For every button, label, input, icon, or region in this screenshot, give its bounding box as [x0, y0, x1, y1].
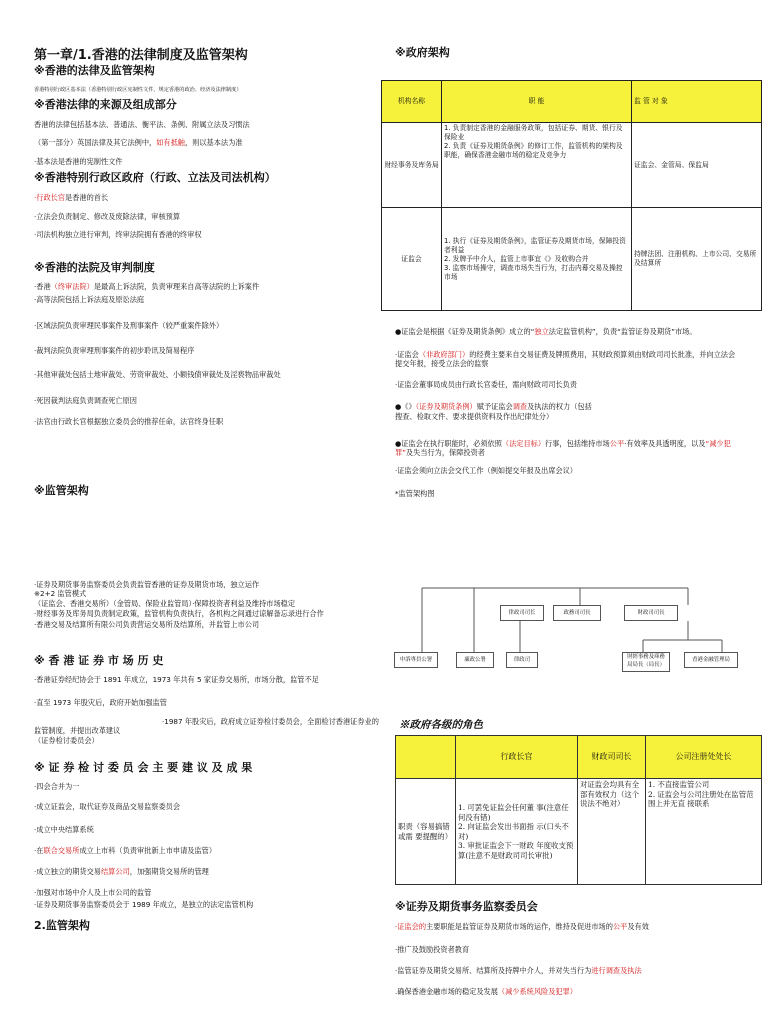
section-heading: ※香港特别行政区政府（行政、立法及司法机构） [34, 171, 276, 184]
text-line: ·行政长官是香港的首长 [34, 193, 109, 202]
table-row [396, 779, 762, 885]
text-line: ·成立证监会，取代证券及商品交易监察委员会 [34, 802, 181, 811]
text-line: ·推广及鼓励投资者教育 [395, 945, 470, 954]
table-cell: 职责（容易搞错或需 要提醒的） [396, 779, 456, 885]
text-line: ·香港证券经纪协会于 1891 年成立，1973 年共有 5 家证券交易所，市场分散，监管不足 [34, 675, 319, 684]
table-header-cell: 公司注册处处长 [646, 736, 762, 779]
section-heading: ※香港法律的来源及组成部分 [34, 98, 177, 111]
table-header-row [382, 81, 762, 123]
text-line: ·成立中央结算系统 [34, 825, 94, 834]
text-line: ·基本法是香港的宪制性文件 [34, 157, 123, 166]
section-heading: ※证券及期货事务监察委员会 [395, 900, 538, 913]
section-heading: 2.监管架构 [34, 919, 90, 932]
section-heading: ※ 香 港 证 券 市 场 历 史 [34, 654, 164, 667]
text-line: ·区域法院负责审理民事案件及刑事案件（较严重案件除外） [34, 321, 224, 330]
text-line: （证券检讨委员会） [34, 736, 99, 745]
section-heading: ※香港的法院及审判制度 [34, 261, 155, 274]
text-line: （第一部分）英国法律及其它法例中，如有抵触，则以基本法为准 [34, 138, 243, 147]
roles-table [395, 735, 762, 885]
table-cell: 1. 执行《证券及期货条例》，监管证券及期货市场，保障投资者利益 2. 发牌予中介人，监管上市事宜《》及收购合并 3. 监察市场操守，调查市场失当行为，打击内幕交易及操控市场 [442, 208, 632, 311]
table-cell: 财经事务及库务局 [382, 123, 442, 208]
section-heading: ※香港的法律及监管架构 [34, 64, 155, 77]
text-line: ·立法会负责制定、修改及废除法律，审核预算 [34, 212, 181, 221]
text-line: ·证券及期货事务监察委员会于 1989 年成立，是独立的法定监管机构 [34, 900, 254, 909]
table-cell: 1. 可罢免证监会任何董 事(注意任何没有错) 2. 向证监会发出书面指 示(口头不对) 3. 审批证监会下一财政 年度收支预算(注意不是财政司司长审批) [456, 779, 578, 885]
section-heading: ※政府各级的角色 [399, 719, 483, 731]
table-cell: 1. 不直接监管公司 2. 证监会与公司注册处在监管范围上并无直 接联系 [646, 779, 762, 885]
text-block: ·证监会（非政府部门）的经费主要来自交易征费及牌照费用，其财政预算须由财政司司长批准，并向立法会提交年报，接受立法会的监察 [395, 350, 736, 368]
org-node: 香港金融管理局 [684, 652, 738, 668]
table-header-cell: 监 管 对 象 [632, 81, 762, 123]
table-header-row [396, 736, 762, 779]
text-line: 搜查、检取文件、要求提供资料及作出纪律处分） [395, 412, 554, 421]
text-line: ●证监会是根据《证券及期货条例》成立的“独立法定监管机构”，负责“监管证券及期货”市场。 [395, 327, 697, 336]
text-line: ·证监会董事局成员由行政长官委任，需向财政司司长负责 [395, 380, 577, 389]
org-node: 財經事務及庫務 局局長（局長） [622, 652, 670, 672]
text-line: .确保香港金融市场的稳定及发展（减少系统风险及犯罪） [395, 987, 577, 996]
text-line: 香港特别行政区基本法（香港特别行政区宪制性文件，规定香港的政治、经济及法律制度） [34, 87, 242, 93]
table-row [382, 123, 762, 208]
table-header-cell: 行政长官 [456, 736, 578, 779]
table-cell: 证监会 [382, 208, 442, 311]
text-line: ·裁判法院负责审理刑事案件的初步聆讯及简易程序 [34, 346, 195, 355]
text-line: ●《》（证券及期货条例）赋予证监会调查及执法的权力（包括 [395, 402, 592, 411]
table-cell: 1. 负责制定香港的金融服务政策，包括证券、期货、银行及保险业 2. 负责《证券及期货条例》的修订工作，监管机构的架构及职能，确保香港金融市场的稳定及竞争力 [442, 123, 632, 208]
org-chart [388, 580, 760, 676]
text-line: （证监会、香港交易所）（金管局、保险业监管局）·保障投资者利益及维持市场稳定 [34, 599, 296, 608]
text-line: ·其他审裁处包括土地审裁处、劳资审裁处、小额钱债审裁处及淫亵物品审裁处 [34, 370, 281, 379]
text-line: ·成立独立的期货交易结算公司，加强期货交易所的管理 [34, 867, 209, 876]
table-header-cell: 机构名称 [382, 81, 442, 123]
text-line: ·在联合交易所成立上市科（负责审批新上市申请及监管） [34, 846, 217, 855]
text-line: ·证监会的主要职能是监管证券及期货市场的运作，维持及促进市场的公平及有效 [395, 922, 649, 931]
text-block: ●证监会在执行职能时，必须依照（法定目标）行事，包括维持市场公平·有效率及具透明度，以及“减少犯罪”及失当行为，保障投资者 [395, 439, 731, 457]
text-line: ·加强对市场中介人及上市公司的监管 [34, 888, 152, 897]
text-line: ·1987 年股灾后，政府成立证券检讨委员会，全面检讨香港证券业的监管制度，并提出改革建议 [34, 717, 379, 735]
text-line: ·高等法院包括上诉法庭及原讼法庭 [34, 295, 145, 304]
text-line: ※2+2 监管模式 [34, 589, 87, 598]
text-line: ·财经事务及库务局负责制定政策，监管机构负责执行，各机构之间通过谅解备忘录进行合作 [34, 609, 324, 618]
table-row [382, 208, 762, 311]
text-line: ·香港交易及结算所有限公司负责营运交易所及结算所，并监管上市公司 [34, 620, 260, 629]
text-line: ·司法机构独立进行审判，终审法院拥有香港的终审权 [34, 230, 202, 239]
page-title: 第一章/1.香港的法律制度及监管架构 [34, 48, 248, 63]
table-header-cell [396, 736, 456, 779]
org-node: 律政司司长 [500, 605, 544, 621]
text-line: ·证券及期货事务监察委员会负责监管香港的证券及期货市场，独立运作 [34, 580, 260, 589]
table-header-cell: 财政司司长 [578, 736, 646, 779]
table-cell: 证监会、金管局、保监局 [632, 123, 762, 208]
org-node: 律政司 [506, 652, 538, 668]
org-node: 財政司司長 [624, 605, 678, 621]
regulator-table [381, 80, 762, 311]
org-node: 政務司司長 [553, 605, 601, 621]
text-line: ·四会合并为一 [34, 782, 80, 791]
table-cell: 持牌法团、注册机构、上市公司、交易所及结算所 [632, 208, 762, 311]
text-line: *监管架构图 [395, 489, 435, 498]
org-node: 廉政公署 [456, 652, 494, 668]
section-heading: ※监管架构 [34, 484, 89, 497]
text-line: ·监管证券及期货交易所、结算所及持牌中介人，并对失当行为进行调查及执法 [395, 966, 642, 975]
text-line: ·死因裁判法庭负责调查死亡原因 [34, 396, 137, 405]
org-node: 申訴專員公署 [394, 652, 438, 668]
text-line: ·法官由行政长官根据独立委员会的推荐任命，法官终身任职 [34, 417, 224, 426]
text-line: ·香港（终审法院）是最高上诉法院，负责审理来自高等法院的上诉案件 [34, 282, 260, 291]
table-cell: 对证监会均具有全 部有效权力（这个说法不绝对） [578, 779, 646, 885]
section-heading: ※政府架构 [395, 46, 450, 59]
text-line: 香港的法律包括基本法、普通法、衡平法、条例、附属立法及习惯法 [34, 120, 250, 129]
text-line: ·证监会须向立法会交代工作（例如提交年报及出席会议） [395, 466, 577, 475]
table-header-cell: 职 能 [442, 81, 632, 123]
text-line: ·直至 1973 年股灾后，政府开始加强监管 [34, 698, 167, 707]
section-heading: ※ 证 券 检 讨 委 员 会 主 要 建 议 及 成 果 [34, 761, 253, 774]
